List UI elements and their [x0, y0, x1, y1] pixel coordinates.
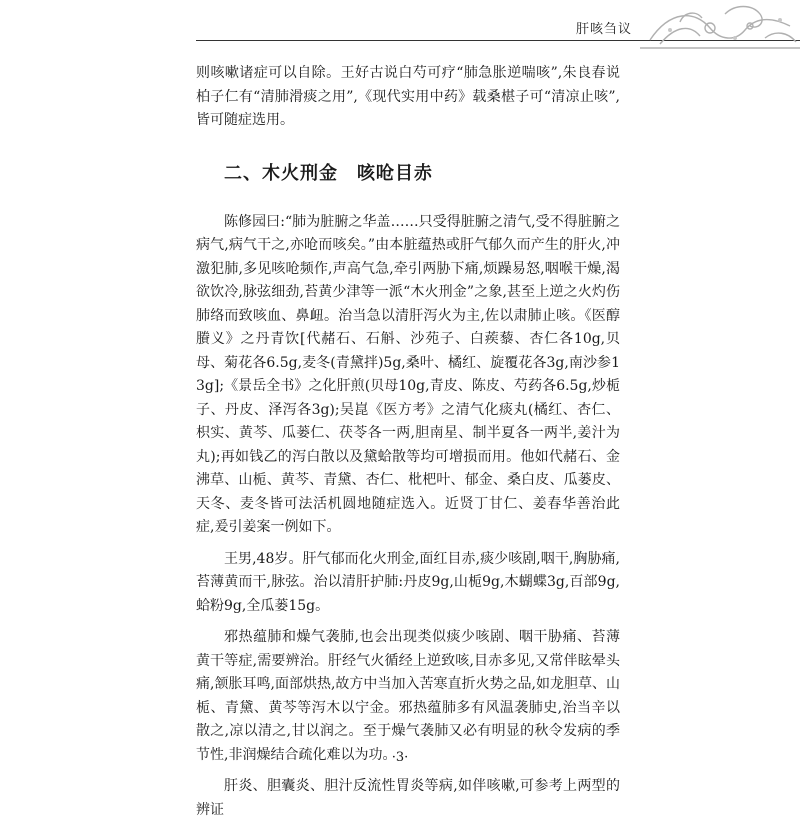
section-heading-text: 二、木火刑金 咳呛目赤 [224, 162, 433, 184]
paragraph: 王男,48岁。肝气郁而化火刑金,面红目赤,痰少咳剧,咽干,胸胁痛,苔薄黄而干,脉弦。治以清肝护肺:丹皮9g,山栀9g,木蝴蝶3g,百部9g,蛤粉9g,全瓜蒌15g。 [196, 550, 620, 614]
paragraph: 邪热蕴肺和燥气袭肺,也会出现类似痰少咳剧、咽干胁痛、苔薄黄干等症,需要辨治。肝经气火循经上逆致咳,目赤多见,又常伴眩晕头痛,颔胀耳鸣,面部烘热,故方中当加入苦寒直折火势之品,如龙胆草、山栀、青黛、黄芩等泻木以宁金。邪热蕴肺多有风温袭肺史,治当辛以散之,凉以清之,甘以润之。至于燥气袭肺又必有明显的秋令发病的季节性,非润燥结合疏化难以为功。 [196, 629, 620, 763]
paragraph: 陈修园曰:“肺为脏腑之华盖……只受得脏腑之清气,受不得脏腑之病气,病气干之,亦呛而咳矣。”由本脏蕴热或肝气郁久而产生的肝火,冲激犯肺,多见咳呛频作,声高气急,牵引两胁下痛,烦躁易怒,咽喉干燥,渴欲饮冷,脉弦细劲,苔黄少津等一派“木火刑金”之象,甚至上逆之火灼伤肺络而致咳血、鼻衄。治当急以清肝泻火为主,佐以肃肺止咳。《医醇賸义》之丹青饮[代赭石、石斛、沙苑子、白蒺藜、杏仁各10g,贝母、菊花各6.5g,麦冬(青黛拌)5g,桑叶、橘红、旋覆花各3g,南沙参13g];《景岳全书》之化肝煎(贝母10g,青皮、陈皮、芍药各6.5g,炒栀子、丹皮、泽泻各3g);吴崑《医方考》之清气化痰丸(橘红、杏仁、枳实、黄芩、瓜蒌仁、茯苓各一两,胆南星、制半夏各一两半,姜汁为丸);再如钱乙的泻白散以及黛蛤散等均可增损而用。他如代赭石、金沸草、山栀、黄芩、青黛、杏仁、枇杷叶、郁金、桑白皮、瓜蒌皮、天冬、麦冬皆可法活机圆地随症选入。近贤丁甘仁、姜春华善治此症,爰引姜案一例如下。 [196, 213, 620, 535]
floral-ornament [640, 0, 800, 52]
running-title: 肝咳刍议 [575, 22, 632, 37]
paragraph: 则咳嗽诸症可以自除。王好古说白芍可疗“肺急胀逆喘咳”,朱良春说柏子仁有“清肺滑痰之用”,《现代实用中药》载桑椹子可“清凉止咳”,皆可随症选用。 [196, 65, 620, 128]
paragraph: 肝炎、胆囊炎、胆汁反流性胃炎等病,如伴咳嗽,可参考上两型的辨证 [196, 778, 620, 818]
running-header [0, 0, 800, 60]
page-number: ·3· [391, 750, 409, 765]
section-heading [224, 159, 620, 185]
body-text [196, 62, 620, 830]
